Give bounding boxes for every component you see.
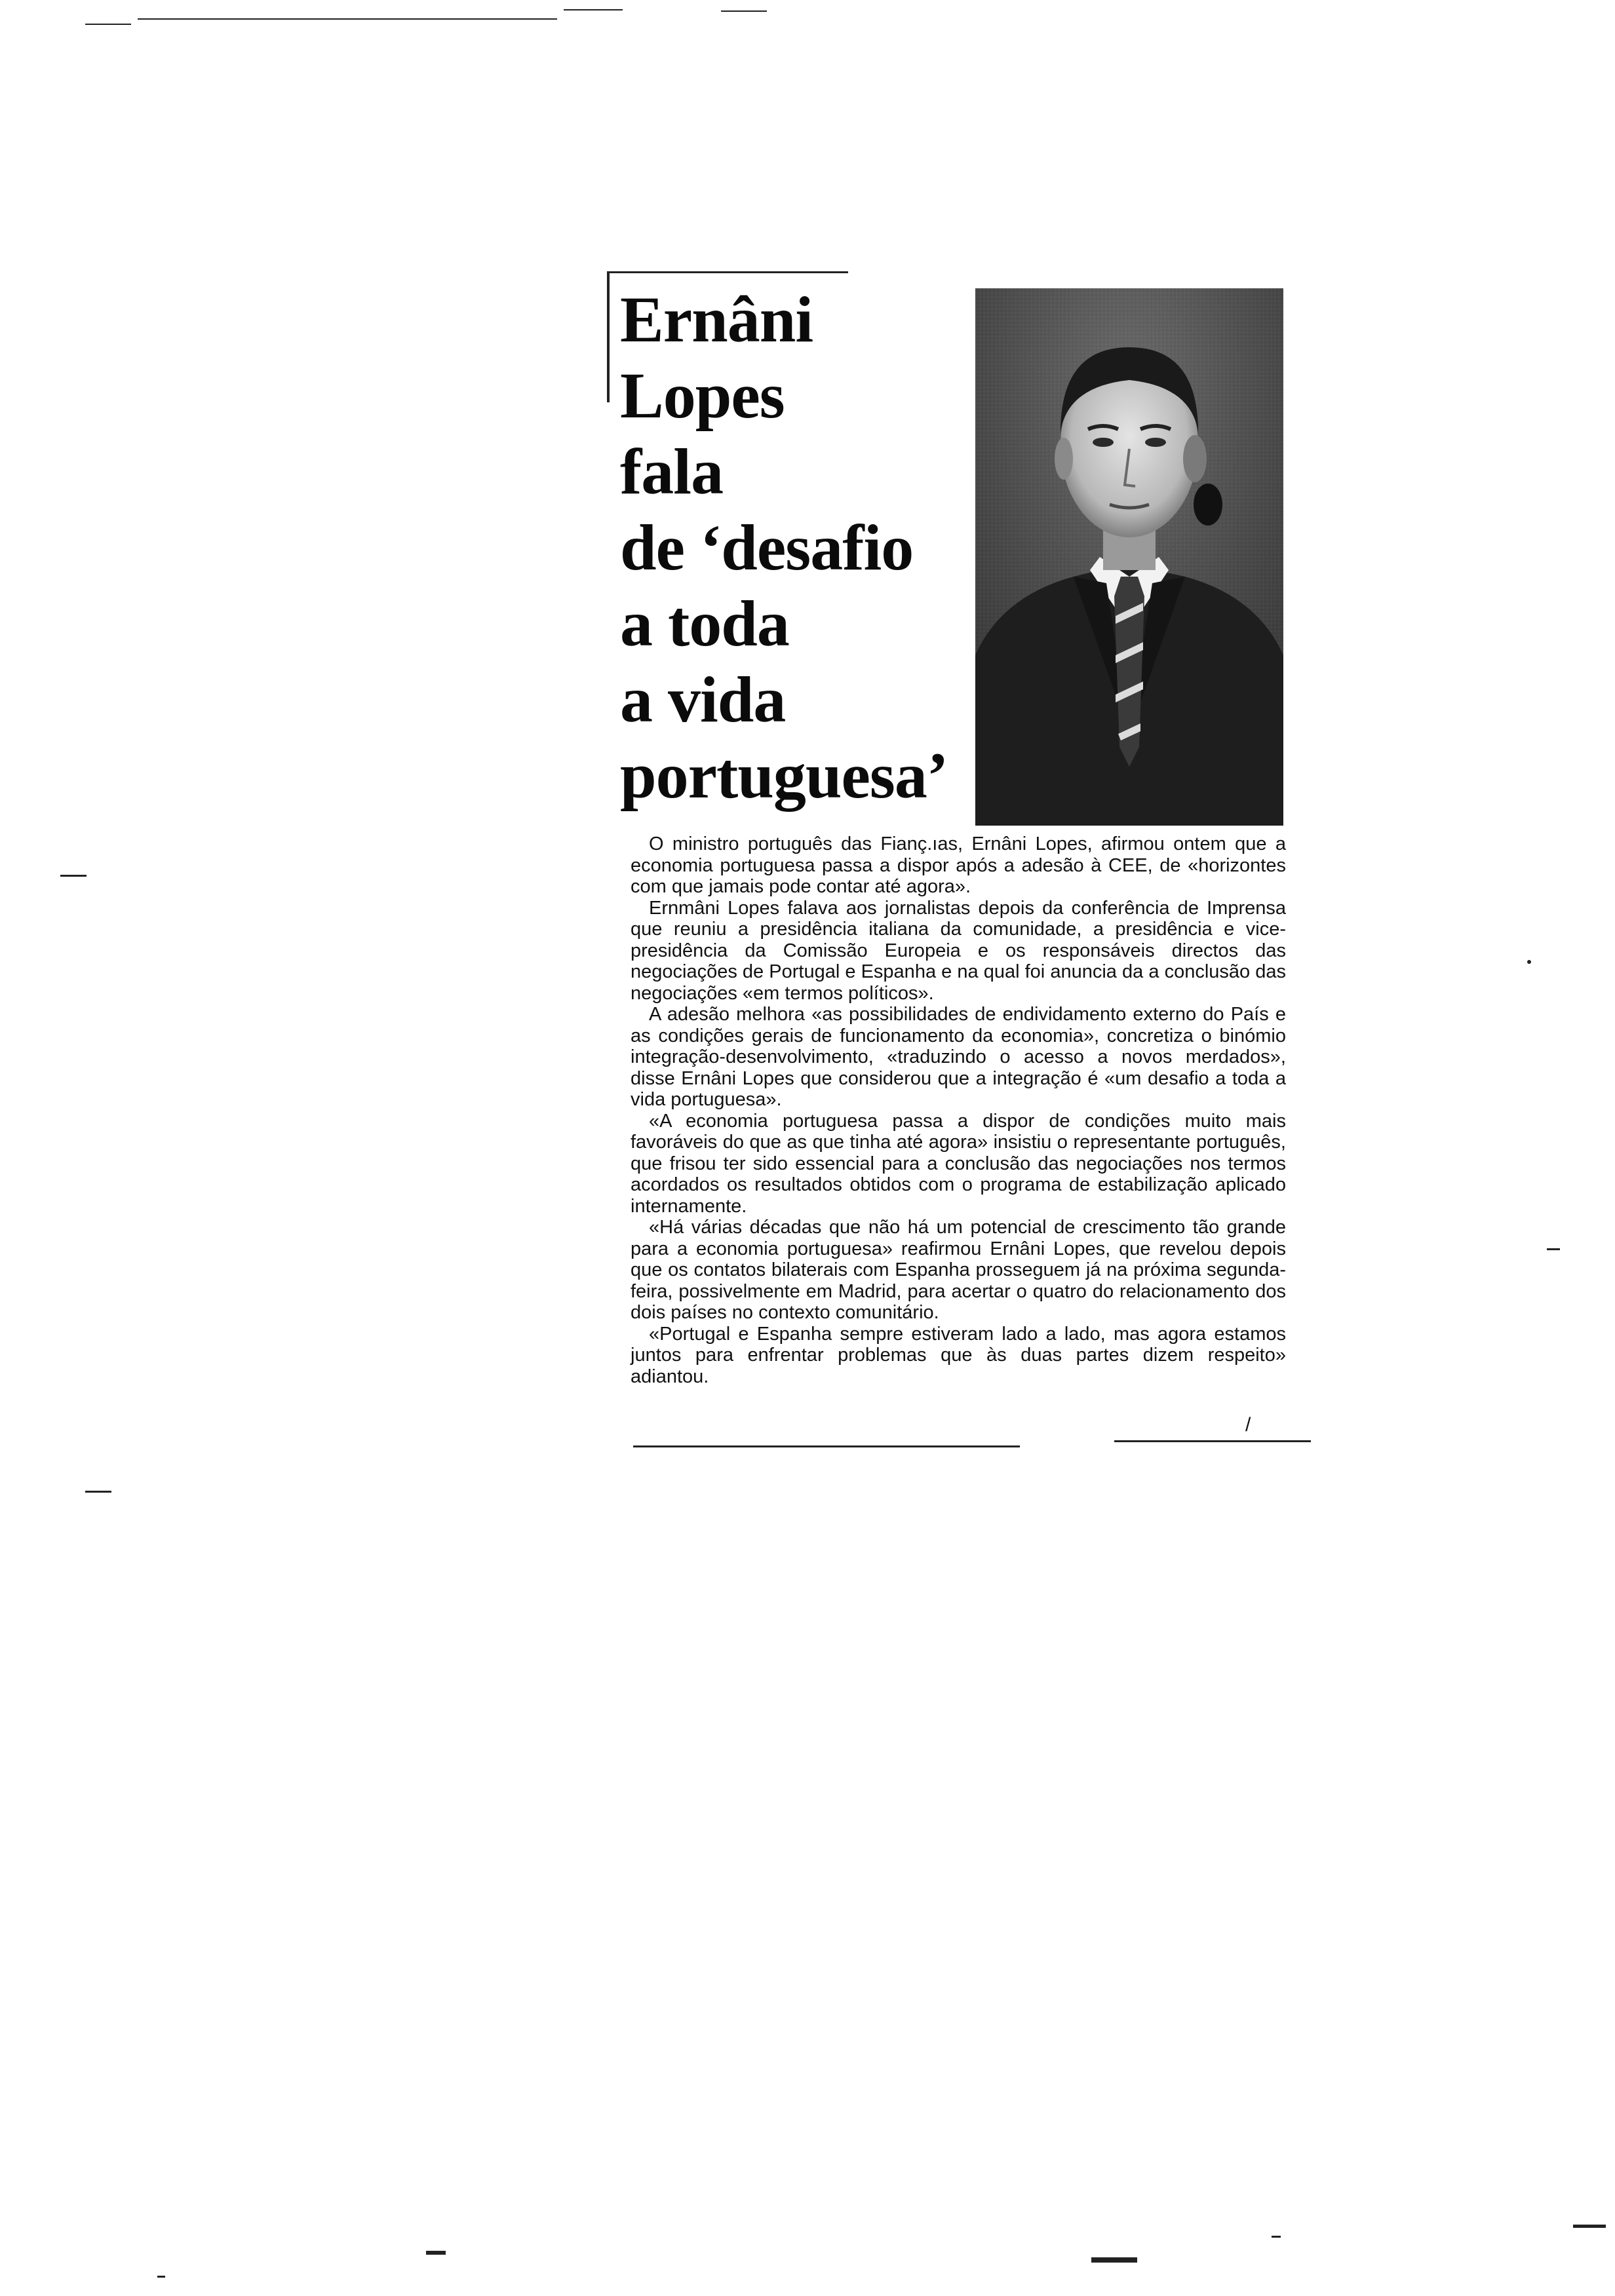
paragraph-2: Ernmâni Lopes falava aos jornalistas depois da conferência de Imprensa que reuniu a presidência italiana da comunidade, a presidência e vice-presidência da Comissão Europeia e os responsáveis directos das negociações de Portugal e Espanha e na qual foi anuncia da a conclusão das negociações «em termos políticos». [631,897,1286,1004]
scan-mark-bottom-3 [1272,2236,1281,2238]
top-rule [610,271,848,273]
left-column-rule [607,271,610,402]
paragraph-3: A adesão melhora «as possibilidades de endividamento externo do País e as condições gerais de funcionamento da economia», concretiza o binómio integração-desenvolvimento, «traduzindo o acesso a novos merdados», disse Ernâni Lopes que considerou que a integração é «um desafio a toda a vida portuguesa». [631,1004,1286,1110]
headline-line-1: Ernâni [620,283,813,356]
scan-mark-bottom-5 [157,2276,165,2278]
scan-mark-bottom-1 [426,2251,446,2255]
scan-mark-bottom-2 [1091,2257,1137,2263]
scan-mark-right-dot [1527,960,1531,964]
scan-mark-left-1 [60,875,87,877]
headline-line-3: fala [620,435,724,508]
headline-line-5: a toda [620,587,789,660]
paragraph-1: O ministro português das Fianç.ıas, Ernâni Lopes, afirmou ontem que a economia portuguesa passa a dispor após a adesão à CEE, de «horizontes com que jamais pode contar até agora». [631,833,1286,897]
scan-mark-top-short [85,24,131,25]
scan-mark-right-dash [1547,1248,1560,1250]
newspaper-clipping [590,262,1317,1461]
scan-mark-bottom-4 [1573,2225,1606,2228]
headline-line-2: Lopes [620,359,785,432]
scan-mark-top-right [564,9,623,10]
headline [620,282,987,814]
end-mark: / [1245,1414,1251,1436]
scan-mark-top-right-2 [721,10,767,12]
paragraph-6: «Portugal e Espanha sempre estiveram lado a lado, mas agora estamos juntos para enfrentar problemas que às duas partes dizem respeito» adiantou. [631,1323,1286,1387]
bottom-rule-right [1114,1440,1311,1442]
scan-mark-left-2 [85,1491,111,1493]
headline-line-6: a vida [620,663,786,736]
article-body [631,833,1286,1387]
headline-line-4: de ‘desafio [620,511,914,584]
paragraph-5: «Há várias décadas que não há um potencial de crescimento tão grande para a economia portuguesa» reafirmou Ernâni Lopes, que revelou depois que os contatos bilaterais com Espanha prosseguem já na próxima segunda-feira, possivelmente em Madrid, para acertar o quatro do relacionamento dos dois países no contexto comunitário. [631,1217,1286,1323]
headline-line-7: portuguesa’ [620,739,948,812]
portrait-illustration [975,288,1283,826]
scan-mark-top-line [138,18,557,20]
bottom-rule-left [633,1445,1020,1447]
portrait-photo [975,288,1283,826]
paragraph-4: «A economia portuguesa passa a dispor de condições muito mais favoráveis do que as que tinha até agora» insistiu o representante português, que frisou ter sido essencial para a conclusão das negociações nos termos acordados os resultados obtidos com o programa de estabilização aplicado internamente. [631,1110,1286,1217]
